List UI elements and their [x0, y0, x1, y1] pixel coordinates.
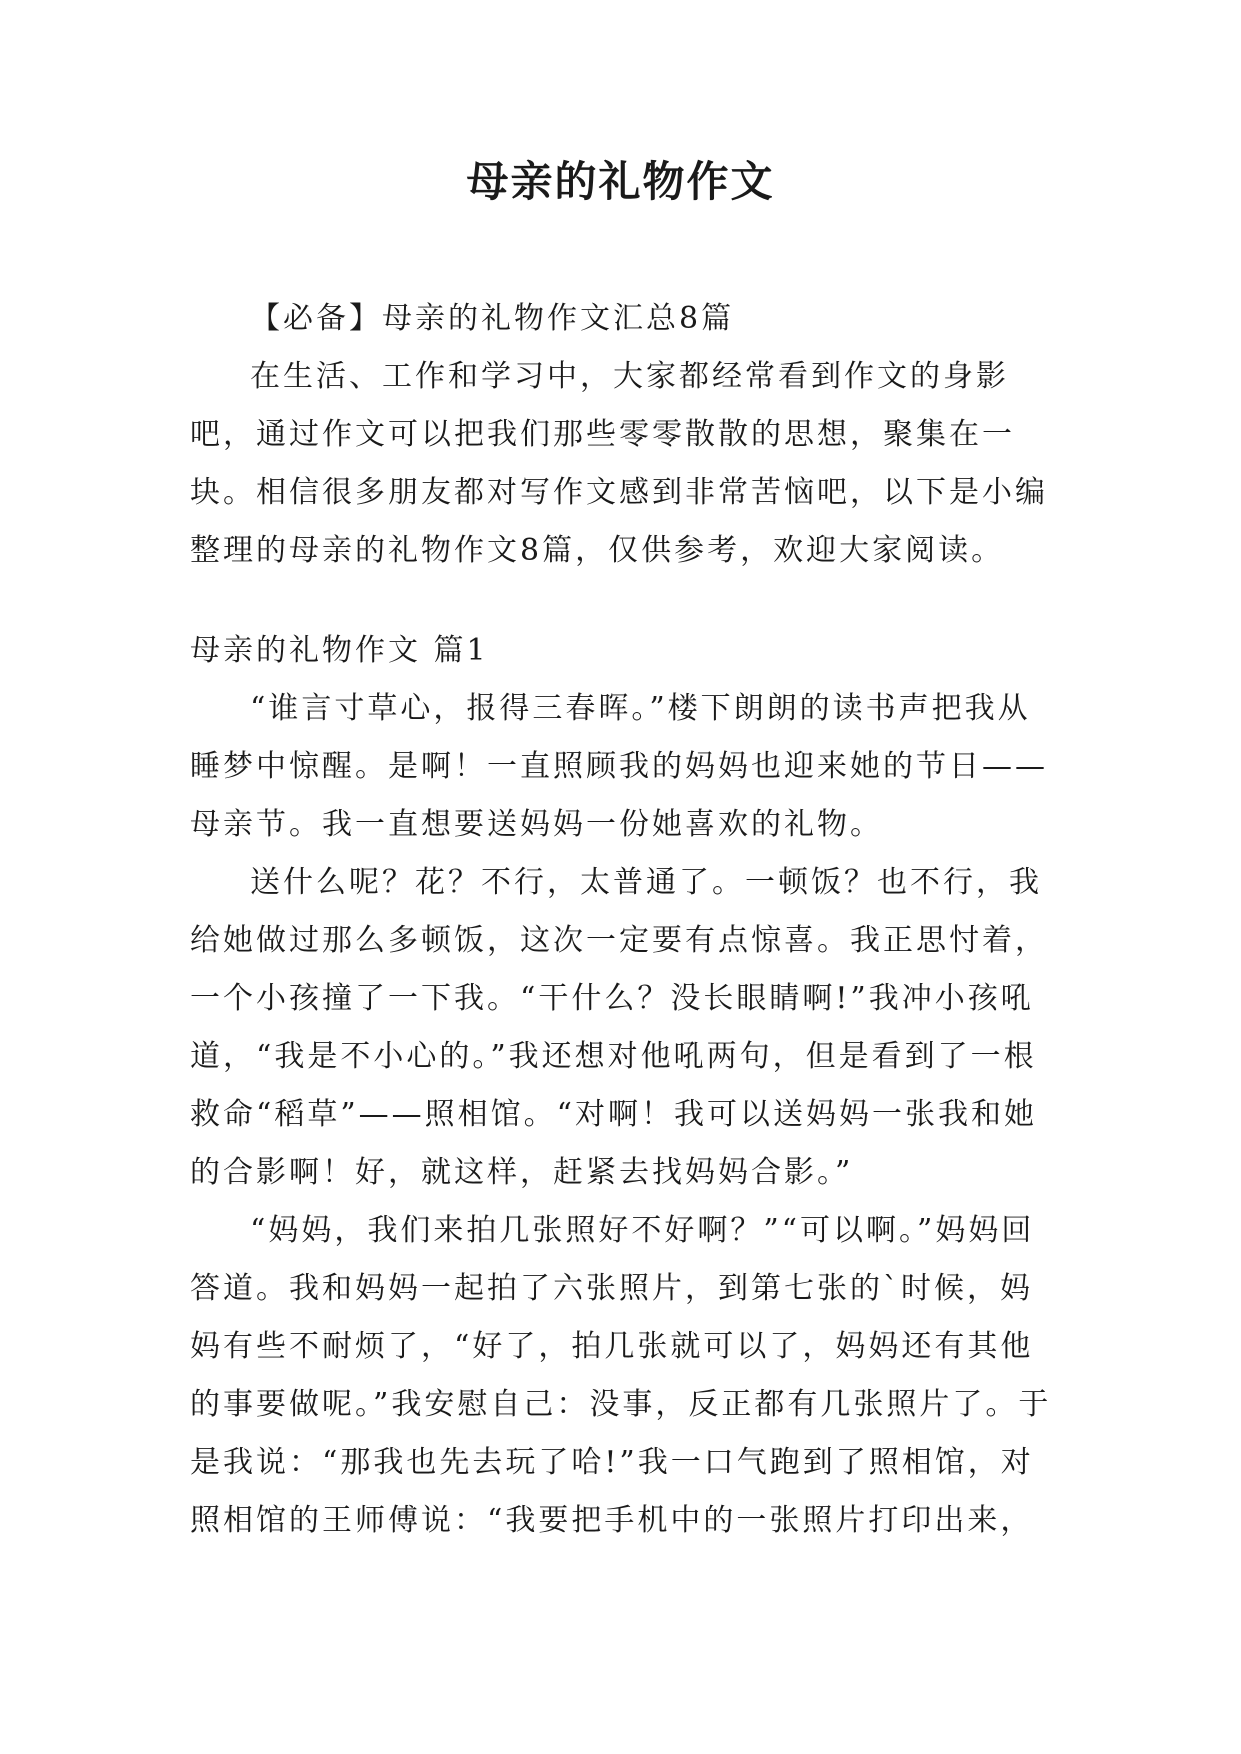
body-paragraph: “妈妈，我们来拍几张照好不好啊？”“可以啊。”妈妈回答道。我和妈妈一起拍了六张照片，到第七张的`时候，妈妈有些不耐烦了，“好了，拍几张就可以了，妈妈还有其他的事要做呢。”我安慰自己：没事，反正都有几张照片了。于是我说：“那我也先去玩了哈!”我一口气跑到了照相馆，对照相馆的王师傅说：“我要把手机中的一张照片打印出来，	[190, 1213, 1052, 1538]
section-title: 母亲的礼物作文 篇1	[190, 633, 489, 668]
body-paragraph: “谁言寸草心，报得三春晖。”楼下朗朗的读书声把我从睡梦中惊醒。是啊！一直照顾我的妈妈也迎来她的节日——母亲节。我一直想要送妈妈一份她喜欢的礼物。	[190, 691, 1048, 842]
intro-paragraph: 在生活、工作和学习中，大家都经常看到作文的身影吧，通过作文可以把我们那些零零散散的思想，聚集在一块。相信很多朋友都对写作文感到非常苦恼吧，以下是小编整理的母亲的礼物作文8篇，仅供参考，欢迎大家阅读。	[190, 359, 1048, 568]
body-paragraph: 送什么呢？花？不行，太普通了。一顿饭？也不行，我给她做过那么多顿饭，这次一定要有点惊喜。我正思忖着，一个小孩撞了一下我。“干什么？没长眼睛啊!”我冲小孩吼道，“我是不小心的。”我还想对他吼两句，但是看到了一根救命“稻草”——照相馆。“对啊！我可以送妈妈一张我和她的合影啊！好，就这样，赶紧去找妈妈合影。”	[190, 865, 1048, 1190]
document-title: 母亲的礼物作文	[466, 157, 775, 206]
intro-heading: 【必备】母亲的礼物作文汇总8篇	[250, 301, 735, 336]
document-body	[190, 290, 1052, 1550]
